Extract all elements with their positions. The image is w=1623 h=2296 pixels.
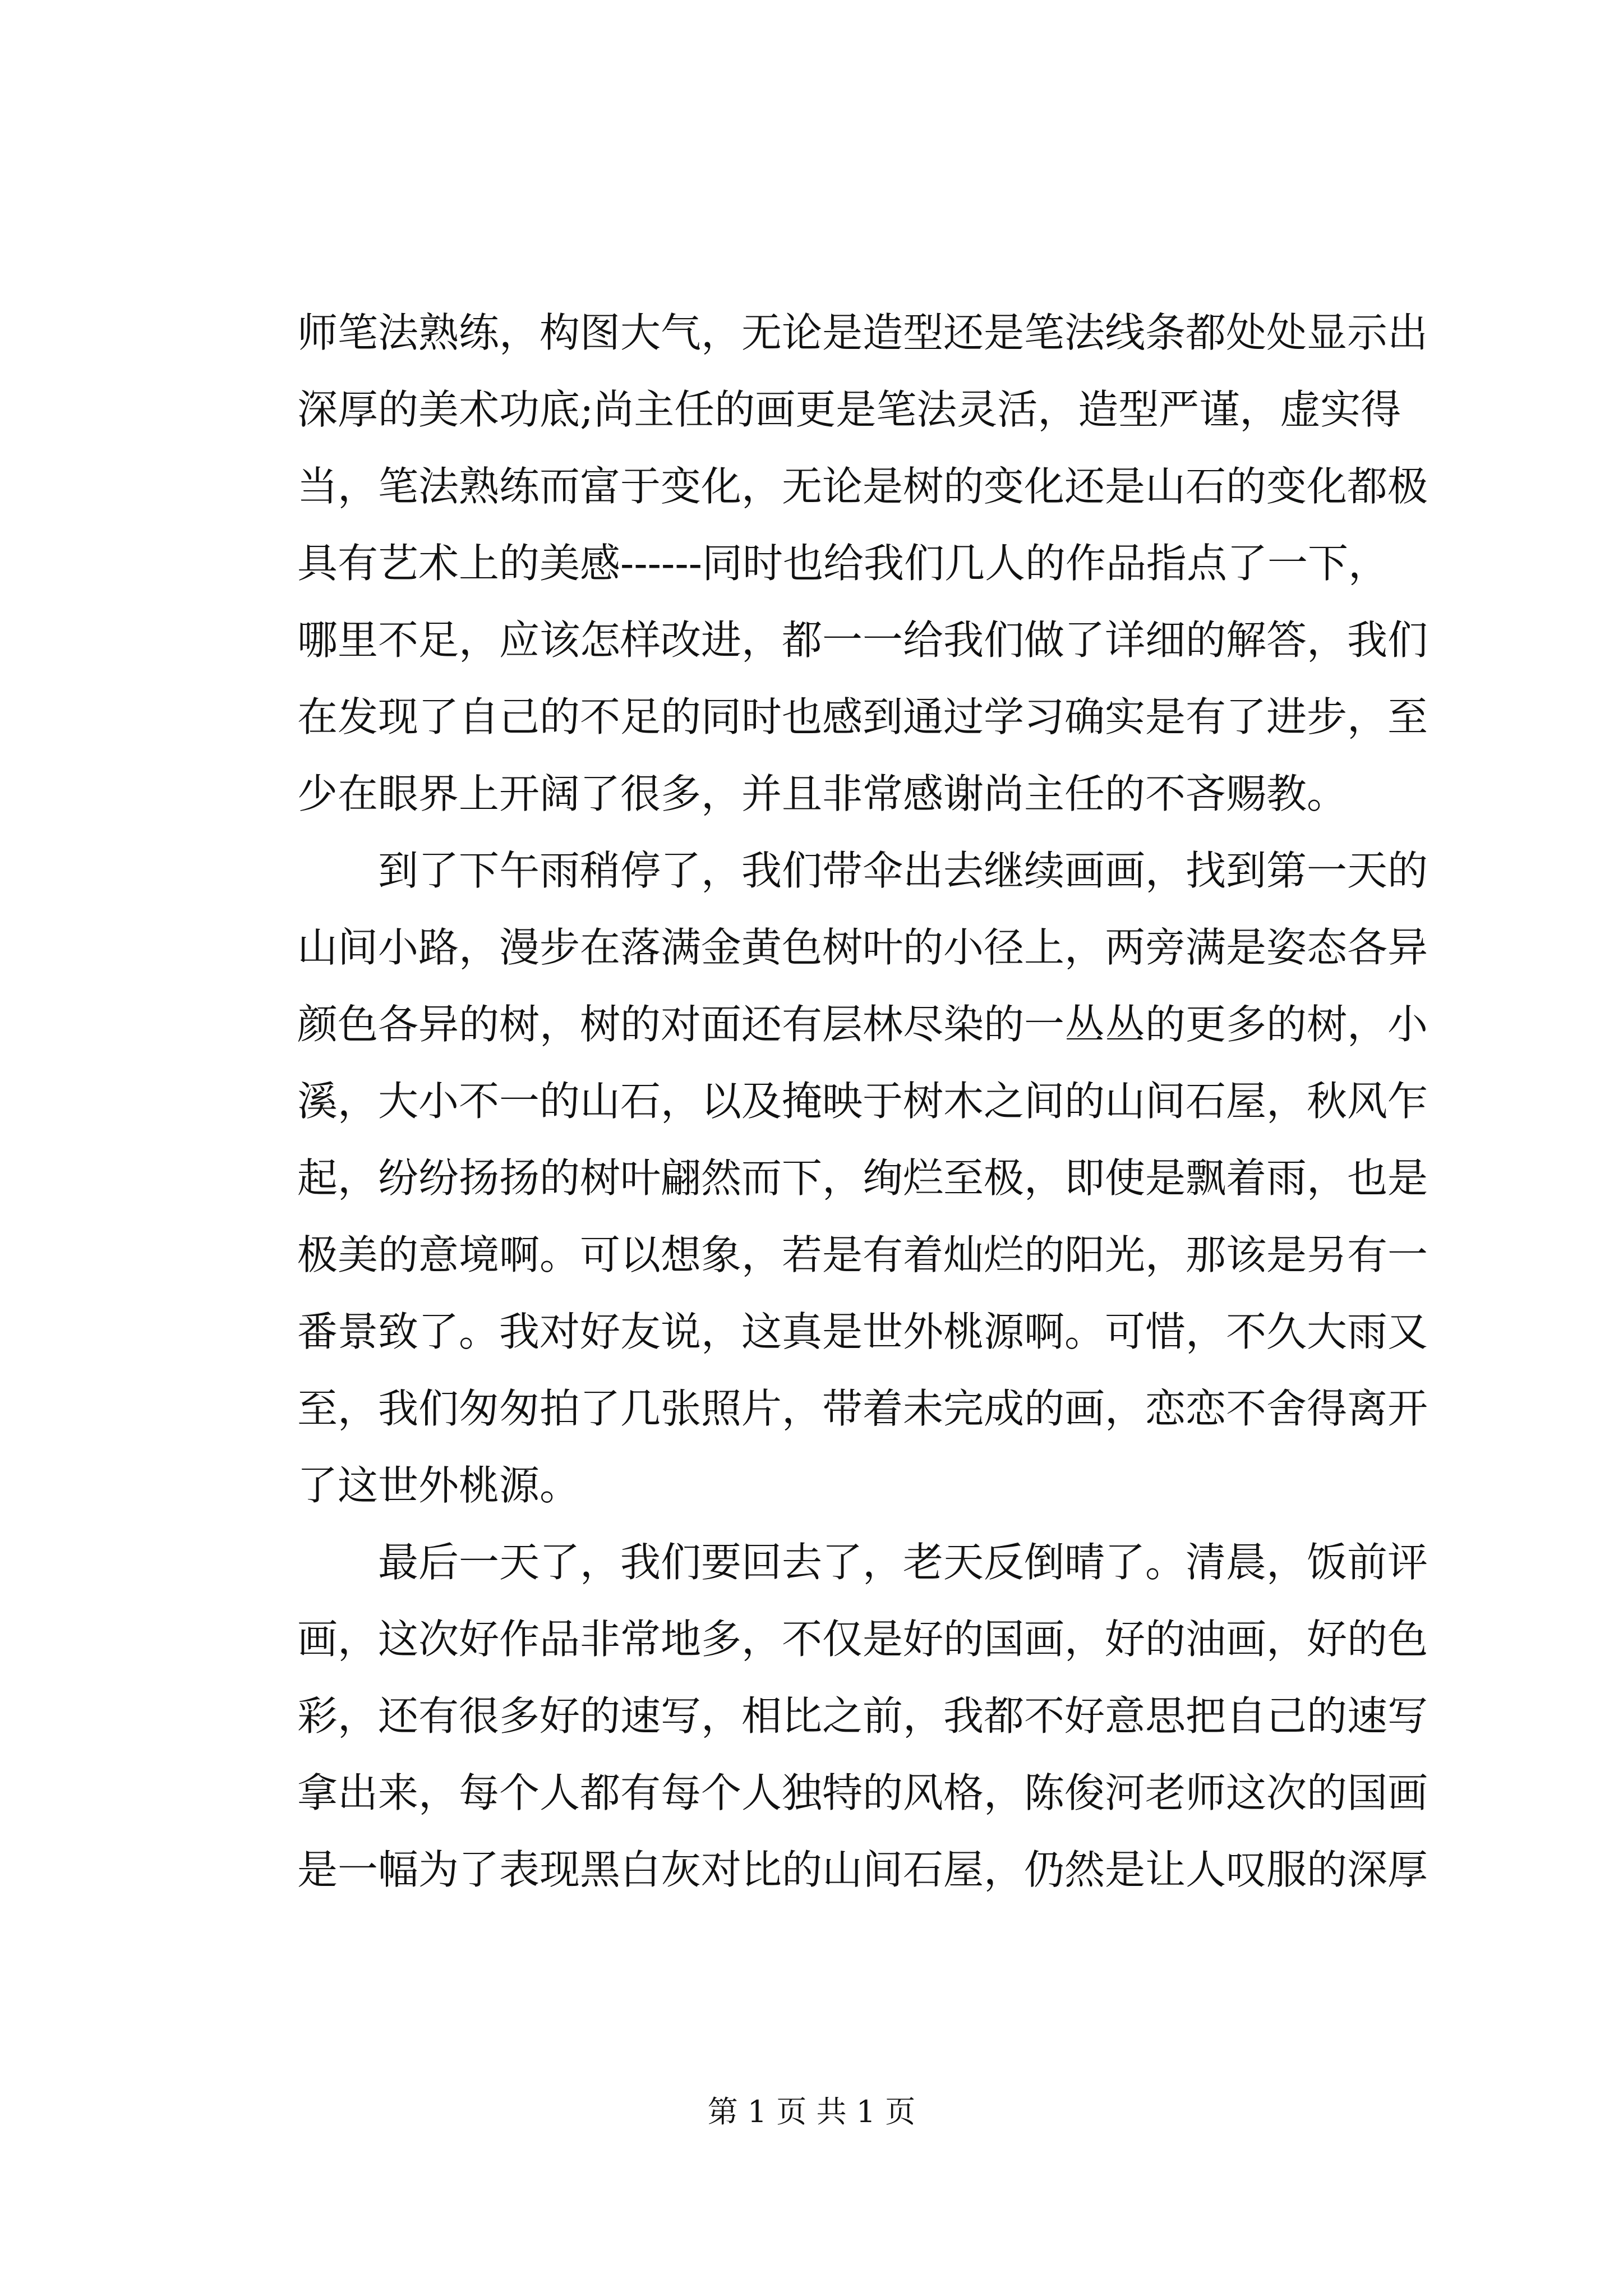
text-line: 番景致了。我对好友说，这真是世外桃源啊。可惜，不久大雨又: [297, 1308, 1428, 1355]
text-line: 到了下午雨稍停了，我们带伞出去继续画画，找到第一天的: [297, 847, 1428, 894]
text-line: 拿出来，每个人都有每个人独特的风格，陈俊河老师这次的国画: [297, 1769, 1428, 1816]
page-footer: [0, 2092, 1623, 2132]
text-line: 最后一天了，我们要回去了，老天反倒晴了。清晨，饭前评: [297, 1539, 1428, 1586]
text-line: 在发现了自己的不足的同时也感到通过学习确实是有了进步，至: [297, 693, 1428, 740]
text-line: 画，这次好作品非常地多，不仅是好的国画，好的油画，好的色: [297, 1616, 1428, 1663]
text-line: 是一幅为了表现黑白灰对比的山间石屋，仍然是让人叹服的深厚: [297, 1846, 1428, 1893]
text-line: 山间小路，漫步在落满金黄色树叶的小径上，两旁满是姿态各异: [297, 924, 1428, 971]
text-line: 颜色各异的树，树的对面还有层林尽染的一丛丛的更多的树，小: [297, 1001, 1428, 1048]
text-line: 哪里不足，应该怎样改进，都一一给我们做了详细的解答，我们: [297, 616, 1428, 664]
text-line: 彩，还有很多好的速写，相比之前，我都不好意思把自己的速写: [297, 1692, 1428, 1740]
text-line: 少在眼界上开阔了很多，并且非常感谢尚主任的不吝赐教。: [297, 770, 1348, 817]
page-number: 第 1 页 共 1 页: [707, 2094, 916, 2129]
text-line: 极美的意境啊。可以想象，若是有着灿烂的阳光，那该是另有一: [297, 1231, 1428, 1278]
text-line: 起，纷纷扬扬的树叶翩然而下，绚烂至极，即使是飘着雨，也是: [297, 1154, 1428, 1202]
text-line: 溪，大小不一的山石，以及掩映于树木之间的山间石屋，秋风乍: [297, 1078, 1428, 1125]
text-line: 深厚的美术功底;尚主任的画更是笔法灵活，造型严谨，虚实得: [297, 386, 1401, 433]
text-line: 具有艺术上的美感------同时也给我们几人的作品指点了一下，: [297, 540, 1389, 587]
text-line: 了这世外桃源。: [297, 1462, 580, 1509]
text-line: 当，笔法熟练而富于变化，无论是树的变化还是山石的变化都极: [297, 463, 1428, 510]
text-line: 师笔法熟练，构图大气，无论是造型还是笔法线条都处处显示出: [297, 309, 1428, 356]
body-text: [297, 295, 1428, 1908]
text-line: 至，我们匆匆拍了几张照片，带着未完成的画，恋恋不舍得离开: [297, 1385, 1428, 1432]
